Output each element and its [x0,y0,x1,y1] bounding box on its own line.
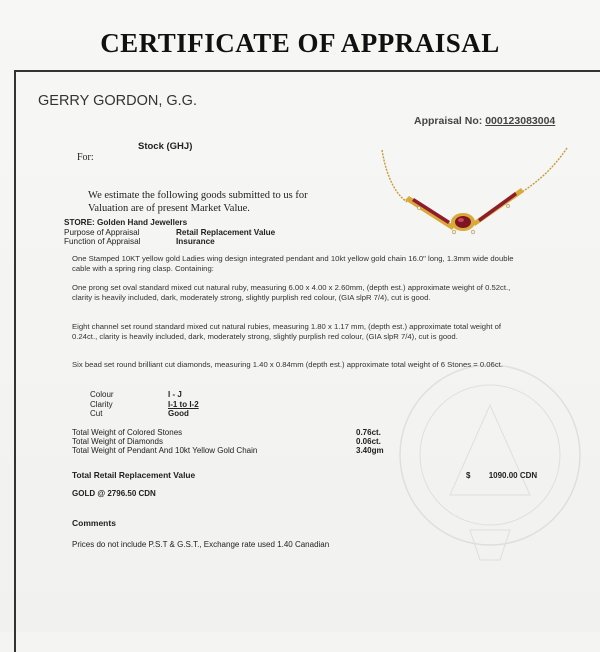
appraiser-name: GERRY GORDON, G.G. [38,93,197,109]
oval-ruby-description: One prong set oval standard mixed cut natural ruby, measuring 6.00 x 4.00 x 2.60mm, (depth est.) approximate weight of 0.52ct., clarity is heavily included, dark, moderately strong, slightly purplish red colour, (GIA slpR 7/4), cut is good. [72,283,511,302]
comments-heading: Comments [72,518,116,528]
appraisal-number [414,115,555,127]
appraisal-number-value: 000123083004 [485,115,556,127]
weight-row: Total Weight of Pendant And 10kt Yellow Gold Chain 3.40gm [72,445,384,455]
purpose-value: Retail Replacement Value [176,227,276,237]
necklace-photo [362,140,577,245]
round-rubies-description: Eight channel set round standard mixed cut natural rubies, measuring 1.80 x 1.17 mm, (depth est.) approximate total weight of 0.24ct., clarity is heavily included, dark, moderately strong, slightly purplish red colour, (GIA slpR 7/4), cut is good. [72,322,502,341]
weights-table [72,429,412,455]
diamonds-description: Six bead set round brilliant cut diamonds, measuring 1.40 x 0.84mm (depth est.) approximate total weight of 6 Stones = 0.06ct. [72,360,503,369]
estimate-statement: We estimate the following goods submitted to us for Valuation are of present Market Value. [88,190,308,214]
gold-price: GOLD @ 2796.50 CDN [72,489,156,498]
store-block [64,218,275,247]
appraisal-number-label: Appraisal No: [414,115,483,127]
certificate-title: CERTIFICATE OF APPRAISAL [100,28,500,58]
comments-text: Prices do not include P.S.T & G.S.T., Exchange rate used 1.40 Canadian [72,540,330,549]
for-value: Stock (GHJ) [138,141,193,152]
for-label: For: [77,152,94,163]
store-line: STORE: Golden Hand Jewellers [64,218,188,227]
item-description: One Stamped 10KT yellow gold Ladies wing design integrated pendant and 10kt yellow gold chain 16.0" long, 1.3mm wide double cable with a spring ring clasp. Containing: [72,254,514,273]
weight-row: Total Weight of Diamonds 0.06ct. [72,436,381,446]
spec-row: Colour I - J [90,390,182,399]
total-value-label: Total Retail Replacement Value [72,470,196,480]
function-label: Function of Appraisal [64,237,141,246]
spec-row: Clarity I-1 to I-2 [90,399,199,409]
grading-specs [90,390,199,419]
weight-row: Total Weight of Colored Stones 0.76ct. [72,428,381,437]
purpose-label: Purpose of Appraisal [64,227,140,237]
function-value: Insurance [176,237,215,246]
spec-row: Cut Good [90,409,189,419]
currency-symbol: $ [466,471,471,480]
total-currency: CDN [519,471,538,480]
watermark-seal [390,345,590,575]
total-amount: 1090.00 [488,471,518,480]
